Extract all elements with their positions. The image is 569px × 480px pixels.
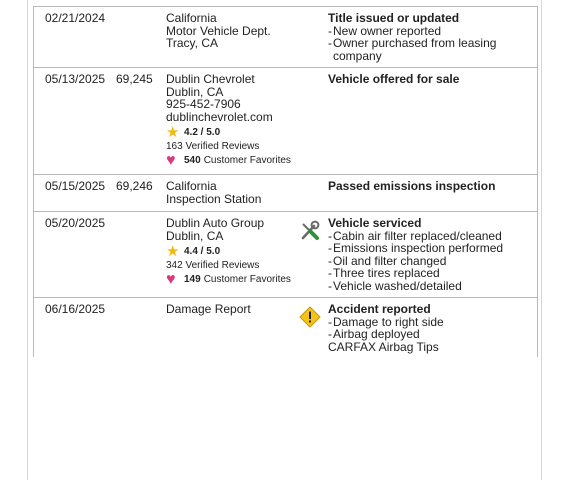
- row-source: [166, 73, 296, 168]
- source-line: Dublin, CA: [166, 84, 224, 99]
- detail-item: - Emissions inspection performed: [328, 241, 504, 255]
- event-title: Vehicle offered for sale: [328, 72, 460, 86]
- source-line: Damage Report: [166, 302, 251, 316]
- airbag-tips-link[interactable]: CARFAX Airbag Tips: [328, 339, 439, 354]
- event-title: Accident reported: [328, 302, 431, 316]
- detail-item: - Owner purchased from leasing company: [328, 36, 497, 63]
- wrench-screwdriver-icon: [299, 220, 321, 242]
- source-line: Dublin, CA: [166, 228, 224, 243]
- row-details: [328, 217, 538, 292]
- row-details: [328, 12, 538, 62]
- detail-item: - Vehicle washed/detailed: [328, 278, 462, 293]
- event-title: Vehicle serviced: [328, 216, 422, 230]
- dealer-rating: ★ 4.2 / 5.0: [166, 124, 221, 141]
- dealer-name-link[interactable]: Dublin Auto Group: [166, 216, 265, 230]
- event-title: Title issued or updated: [328, 11, 460, 25]
- customer-favorites: ♥ 149 Customer Favorites: [166, 271, 291, 288]
- history-table: [33, 6, 538, 357]
- detail-item: - New owner reported: [328, 23, 442, 38]
- row-source: [166, 303, 296, 316]
- row-date: 02/21/2024: [45, 11, 106, 25]
- verified-reviews-link[interactable]: 163 Verified Reviews: [166, 141, 260, 152]
- source-line: Motor Vehicle Dept.: [166, 23, 271, 38]
- warning-icon: [299, 306, 321, 328]
- dealer-name-link[interactable]: Dublin Chevrolet: [166, 72, 255, 86]
- row-source: [166, 217, 296, 287]
- source-line: Inspection Station: [166, 191, 262, 206]
- table-row: [34, 212, 537, 298]
- dealer-website-link[interactable]: dublinchevrolet.com: [166, 109, 273, 124]
- source-line: California: [166, 11, 217, 25]
- star-icon: ★: [166, 124, 180, 141]
- row-date: 06/16/2025: [45, 302, 106, 316]
- table-row: [34, 68, 537, 175]
- heart-icon: ♥: [166, 271, 176, 288]
- row-odometer: 69,246: [116, 179, 153, 193]
- row-details: [328, 180, 538, 193]
- row-odometer: 69,245: [116, 72, 153, 86]
- table-row: [34, 298, 537, 358]
- source-line: Tracy, CA: [166, 36, 219, 50]
- star-icon: ★: [166, 243, 180, 260]
- row-details: [328, 303, 538, 353]
- detail-item: - Cabin air filter replaced/cleaned: [328, 228, 502, 243]
- table-row: [34, 7, 537, 68]
- verified-reviews-link[interactable]: 342 Verified Reviews: [166, 260, 260, 271]
- row-date: 05/13/2025: [45, 72, 106, 86]
- dealer-rating: ★ 4.4 / 5.0: [166, 243, 221, 260]
- row-source: [166, 12, 296, 50]
- source-line: California: [166, 179, 217, 193]
- detail-item: - Damage to right side: [328, 314, 444, 329]
- heart-icon: ♥: [166, 152, 176, 169]
- customer-favorites: ♥ 540 Customer Favorites: [166, 152, 291, 169]
- dealer-phone-link[interactable]: 925-452-7906: [166, 97, 241, 111]
- detail-item: - Three tires replaced: [328, 266, 440, 280]
- table-row: [34, 175, 537, 212]
- event-title: Passed emissions inspection: [328, 179, 496, 193]
- row-date: 05/20/2025: [45, 216, 106, 230]
- row-date: 05/15/2025: [45, 179, 106, 193]
- row-details: [328, 73, 538, 86]
- detail-item: - Oil and filter changed: [328, 253, 447, 268]
- detail-item: - Airbag deployed: [328, 327, 420, 341]
- row-source: [166, 180, 296, 205]
